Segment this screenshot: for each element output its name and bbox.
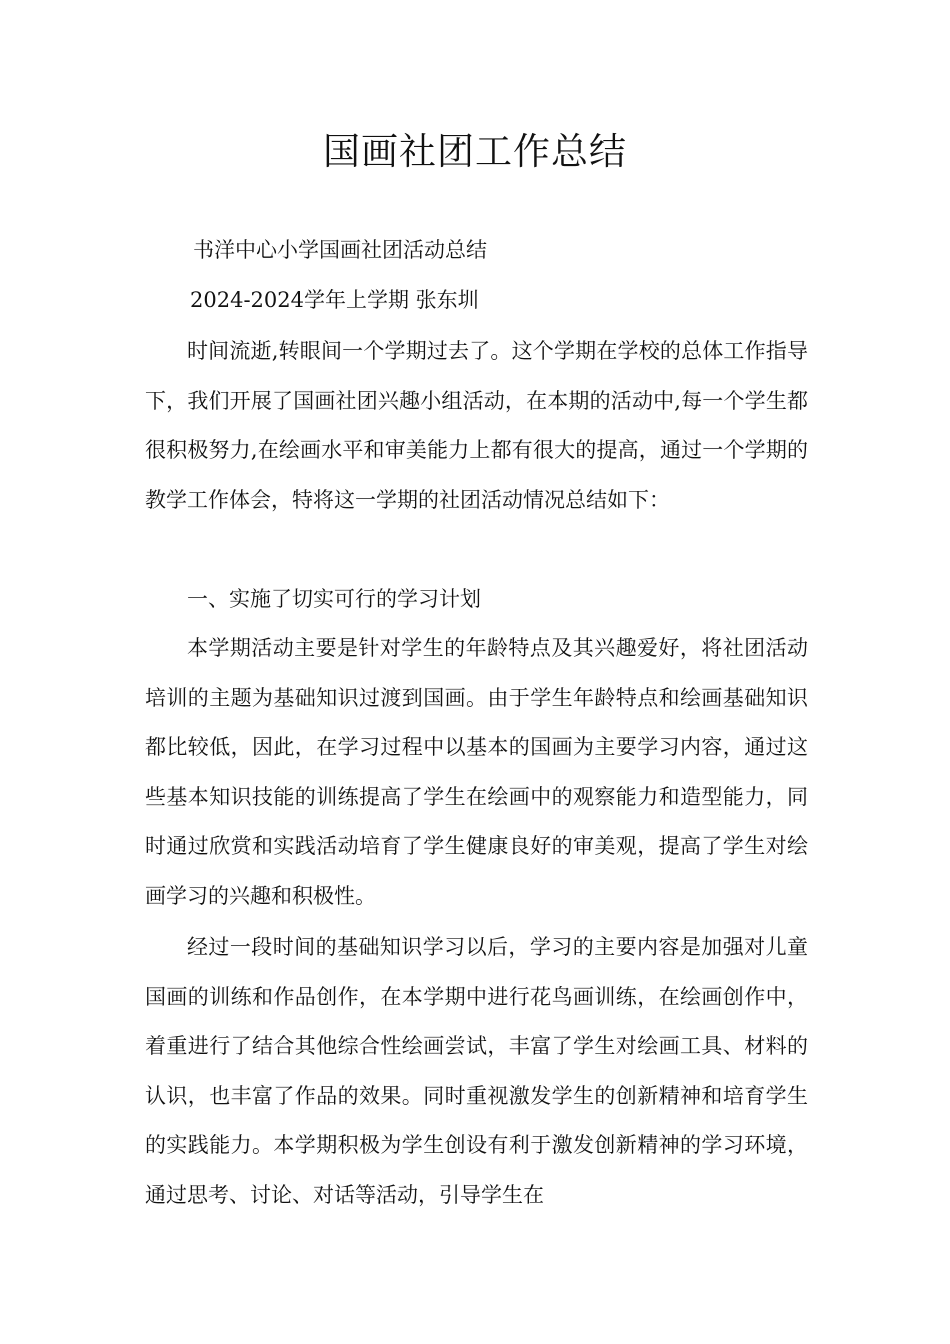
term-line: 2024-2024学年上学期 张东圳 xyxy=(190,288,479,312)
paragraph-plan: 本学期活动主要是针对学生的年龄特点及其兴趣爱好，将社团活动培训的主题为基础知识过渡到国画。由于学生年龄特点和绘画基础知识都比较低，因此，在学习过程中以基本的国画为主要学习内容，通过这些基本知识技能的训练提高了学生在绘画中的观察能力和造型能力，同时通过欣赏和实践活动培育了学生健康良好的审美观，提高了学生对绘画学习的兴趣和积极性。 xyxy=(145,636,808,908)
section-heading: 一、实施了切实可行的学习计划 xyxy=(187,587,481,611)
paragraph-intro: 时间流逝,转眼间一个学期过去了。这个学期在学校的总体工作指导下，我们开展了国画社团兴趣小组活动，在本期的活动中,每一个学生都很积极努力,在绘画水平和审美能力上都有很大的提高，通过一个学期的教学工作体会，特将这一学期的社团活动情况总结如下： xyxy=(145,339,808,512)
document-title: 国画社团工作总结 xyxy=(323,130,627,173)
paragraph-training: 经过一段时间的基础知识学习以后，学习的主要内容是加强对儿童国画的训练和作品创作，在本学期中进行花鸟画训练，在绘画创作中，着重进行了结合其他综合性绘画尝试，丰富了学生对绘画工具、材料的认识，也丰富了作品的效果。同时重视激发学生的创新精神和培育学生的实践能力。本学期积极为学生创设有利于激发创新精神的学习环境，通过思考、讨论、对话等活动，引导学生在 xyxy=(145,935,808,1207)
subtitle: 书洋中心小学国画社团活动总结 xyxy=(193,238,487,262)
